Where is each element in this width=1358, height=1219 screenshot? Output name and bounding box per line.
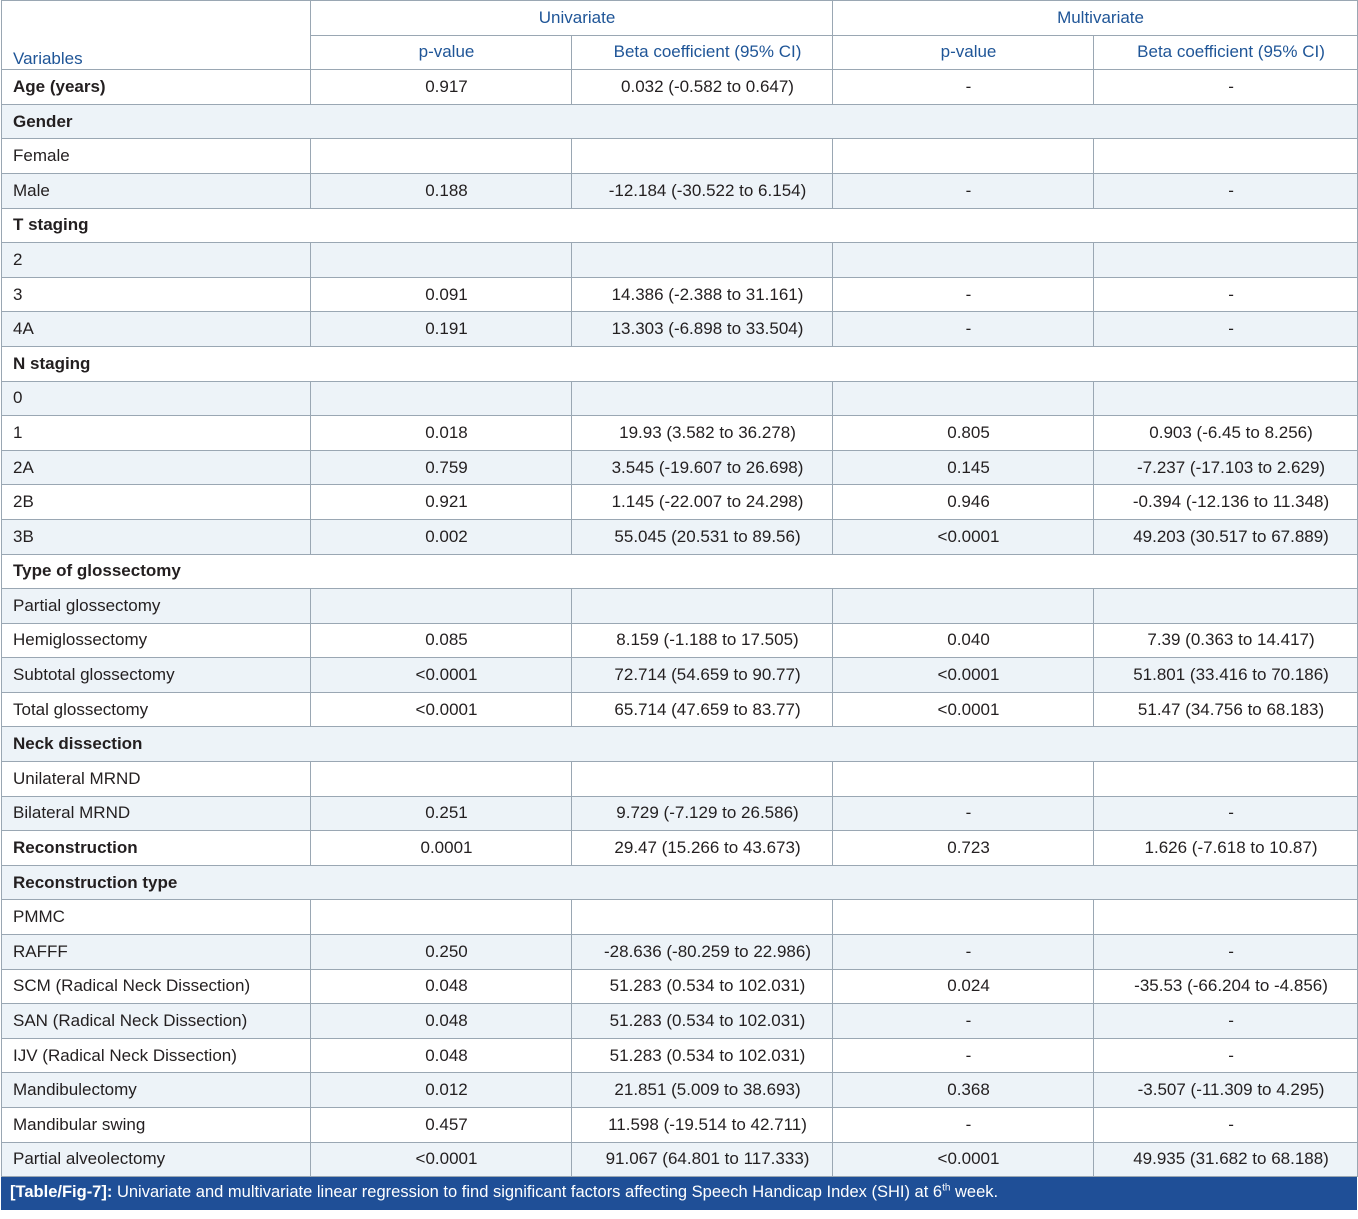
- header-row-groups: [2, 1, 1358, 36]
- variable-cell: Mandibulectomy: [2, 1073, 311, 1108]
- multivariate-beta-cell: -: [1094, 1108, 1358, 1143]
- univariate-pvalue-cell: <0.0001: [311, 658, 572, 693]
- multivariate-beta-cell: [1094, 243, 1358, 278]
- univariate-pvalue-cell: 0.251: [311, 796, 572, 831]
- multivariate-beta-cell: -: [1094, 1004, 1358, 1039]
- variable-cell: Subtotal glossectomy: [2, 658, 311, 693]
- multivariate-pvalue-cell: 0.368: [833, 1073, 1094, 1108]
- table-row: [2, 70, 1358, 105]
- multivariate-pvalue-cell: <0.0001: [833, 519, 1094, 554]
- header-variables: Variables: [2, 1, 311, 70]
- univariate-pvalue-cell: 0.0001: [311, 831, 572, 866]
- table-section-row: [2, 104, 1358, 139]
- univariate-pvalue-cell: 0.048: [311, 1038, 572, 1073]
- multivariate-pvalue-cell: -: [833, 796, 1094, 831]
- univariate-pvalue-cell: 0.921: [311, 485, 572, 520]
- table-row: [2, 762, 1358, 797]
- multivariate-pvalue-cell: [833, 589, 1094, 624]
- variable-cell: Unilateral MRND: [2, 762, 311, 797]
- caption-text-end: week.: [950, 1183, 999, 1202]
- multivariate-beta-cell: 1.626 (-7.618 to 10.87): [1094, 831, 1358, 866]
- variable-cell: RAFFF: [2, 935, 311, 970]
- header-univariate-beta: Beta coefficient (95% CI): [572, 35, 833, 70]
- table-row: [2, 450, 1358, 485]
- univariate-pvalue-cell: [311, 381, 572, 416]
- variable-cell: 4A: [2, 312, 311, 347]
- multivariate-pvalue-cell: -: [833, 1108, 1094, 1143]
- multivariate-beta-cell: -35.53 (-66.204 to -4.856): [1094, 969, 1358, 1004]
- univariate-pvalue-cell: <0.0001: [311, 1142, 572, 1177]
- multivariate-pvalue-cell: 0.024: [833, 969, 1094, 1004]
- variable-cell: Bilateral MRND: [2, 796, 311, 831]
- table-body: [2, 70, 1358, 1177]
- univariate-pvalue-cell: 0.002: [311, 519, 572, 554]
- univariate-beta-cell: 51.283 (0.534 to 102.031): [572, 1038, 833, 1073]
- univariate-beta-cell: [572, 243, 833, 278]
- regression-table: [1, 0, 1358, 1177]
- univariate-pvalue-cell: 0.457: [311, 1108, 572, 1143]
- univariate-beta-cell: -12.184 (-30.522 to 6.154): [572, 173, 833, 208]
- caption-superscript: th: [942, 1182, 951, 1194]
- table-section-row: [2, 554, 1358, 589]
- table-row: [2, 796, 1358, 831]
- univariate-pvalue-cell: 0.048: [311, 969, 572, 1004]
- univariate-pvalue-cell: [311, 589, 572, 624]
- variable-cell: SCM (Radical Neck Dissection): [2, 969, 311, 1004]
- univariate-pvalue-cell: 0.085: [311, 623, 572, 658]
- multivariate-pvalue-cell: <0.0001: [833, 658, 1094, 693]
- univariate-pvalue-cell: 0.759: [311, 450, 572, 485]
- multivariate-beta-cell: 51.801 (33.416 to 70.186): [1094, 658, 1358, 693]
- multivariate-pvalue-cell: <0.0001: [833, 1142, 1094, 1177]
- multivariate-pvalue-cell: 0.145: [833, 450, 1094, 485]
- table-row: [2, 658, 1358, 693]
- univariate-beta-cell: -28.636 (-80.259 to 22.986): [572, 935, 833, 970]
- univariate-pvalue-cell: [311, 139, 572, 174]
- univariate-pvalue-cell: [311, 900, 572, 935]
- variable-cell: Male: [2, 173, 311, 208]
- table-section-row: [2, 208, 1358, 243]
- table-row: [2, 277, 1358, 312]
- table-row: [2, 1004, 1358, 1039]
- variable-cell: Reconstruction: [2, 831, 311, 866]
- table-row: [2, 243, 1358, 278]
- table-figure: [1, 0, 1357, 1210]
- multivariate-pvalue-cell: [833, 243, 1094, 278]
- multivariate-beta-cell: -: [1094, 1038, 1358, 1073]
- univariate-beta-cell: 55.045 (20.531 to 89.56): [572, 519, 833, 554]
- multivariate-pvalue-cell: -: [833, 312, 1094, 347]
- caption-tag: [Table/Fig-7]:: [10, 1183, 113, 1202]
- univariate-beta-cell: 51.283 (0.534 to 102.031): [572, 969, 833, 1004]
- header-multivariate-pvalue: p-value: [833, 35, 1094, 70]
- section-label: T staging: [2, 208, 1358, 243]
- univariate-pvalue-cell: 0.250: [311, 935, 572, 970]
- multivariate-beta-cell: -: [1094, 312, 1358, 347]
- multivariate-beta-cell: 49.935 (31.682 to 68.188): [1094, 1142, 1358, 1177]
- multivariate-beta-cell: 49.203 (30.517 to 67.889): [1094, 519, 1358, 554]
- univariate-beta-cell: [572, 381, 833, 416]
- table-row: [2, 139, 1358, 174]
- univariate-pvalue-cell: 0.048: [311, 1004, 572, 1039]
- header-univariate: Univariate: [311, 1, 833, 36]
- multivariate-beta-cell: 0.903 (-6.45 to 8.256): [1094, 416, 1358, 451]
- multivariate-beta-cell: -: [1094, 277, 1358, 312]
- variable-cell: 0: [2, 381, 311, 416]
- univariate-pvalue-cell: 0.191: [311, 312, 572, 347]
- variable-cell: 3: [2, 277, 311, 312]
- multivariate-beta-cell: -7.237 (-17.103 to 2.629): [1094, 450, 1358, 485]
- table-section-row: [2, 865, 1358, 900]
- univariate-pvalue-cell: [311, 762, 572, 797]
- multivariate-pvalue-cell: -: [833, 935, 1094, 970]
- multivariate-beta-cell: -0.394 (-12.136 to 11.348): [1094, 485, 1358, 520]
- variable-cell: 1: [2, 416, 311, 451]
- univariate-beta-cell: 11.598 (-19.514 to 42.711): [572, 1108, 833, 1143]
- header-multivariate-beta: Beta coefficient (95% CI): [1094, 35, 1358, 70]
- table-row: [2, 831, 1358, 866]
- univariate-beta-cell: 29.47 (15.266 to 43.673): [572, 831, 833, 866]
- univariate-pvalue-cell: 0.091: [311, 277, 572, 312]
- univariate-beta-cell: 13.303 (-6.898 to 33.504): [572, 312, 833, 347]
- univariate-beta-cell: 9.729 (-7.129 to 26.586): [572, 796, 833, 831]
- table-row: [2, 1073, 1358, 1108]
- univariate-pvalue-cell: 0.012: [311, 1073, 572, 1108]
- univariate-beta-cell: 8.159 (-1.188 to 17.505): [572, 623, 833, 658]
- multivariate-pvalue-cell: -: [833, 70, 1094, 105]
- table-row: [2, 1108, 1358, 1143]
- multivariate-beta-cell: 51.47 (34.756 to 68.183): [1094, 692, 1358, 727]
- multivariate-beta-cell: [1094, 900, 1358, 935]
- univariate-beta-cell: [572, 762, 833, 797]
- multivariate-beta-cell: -3.507 (-11.309 to 4.295): [1094, 1073, 1358, 1108]
- multivariate-beta-cell: 7.39 (0.363 to 14.417): [1094, 623, 1358, 658]
- multivariate-beta-cell: [1094, 762, 1358, 797]
- variable-cell: IJV (Radical Neck Dissection): [2, 1038, 311, 1073]
- table-row: [2, 416, 1358, 451]
- multivariate-pvalue-cell: [833, 381, 1094, 416]
- univariate-beta-cell: 91.067 (64.801 to 117.333): [572, 1142, 833, 1177]
- multivariate-pvalue-cell: -: [833, 173, 1094, 208]
- table-section-row: [2, 727, 1358, 762]
- univariate-beta-cell: [572, 589, 833, 624]
- table-row: [2, 969, 1358, 1004]
- univariate-pvalue-cell: [311, 243, 572, 278]
- variable-cell: SAN (Radical Neck Dissection): [2, 1004, 311, 1039]
- variable-cell: Mandibular swing: [2, 1108, 311, 1143]
- table-row: [2, 173, 1358, 208]
- variable-cell: Total glossectomy: [2, 692, 311, 727]
- variable-cell: Partial glossectomy: [2, 589, 311, 624]
- variable-cell: Female: [2, 139, 311, 174]
- univariate-pvalue-cell: 0.188: [311, 173, 572, 208]
- univariate-beta-cell: [572, 900, 833, 935]
- multivariate-pvalue-cell: [833, 762, 1094, 797]
- variable-cell: Age (years): [2, 70, 311, 105]
- multivariate-beta-cell: -: [1094, 935, 1358, 970]
- multivariate-beta-cell: -: [1094, 70, 1358, 105]
- table-row: [2, 900, 1358, 935]
- figure-caption: [1, 1177, 1357, 1210]
- multivariate-pvalue-cell: <0.0001: [833, 692, 1094, 727]
- multivariate-pvalue-cell: -: [833, 1038, 1094, 1073]
- multivariate-beta-cell: [1094, 381, 1358, 416]
- table-row: [2, 1038, 1358, 1073]
- caption-text: Univariate and multivariate linear regression to find significant factors affecting Speech Handicap Index (SHI) at 6: [112, 1183, 943, 1202]
- header-multivariate: Multivariate: [833, 1, 1358, 36]
- univariate-pvalue-cell: <0.0001: [311, 692, 572, 727]
- section-label: Reconstruction type: [2, 865, 1358, 900]
- table-row: [2, 312, 1358, 347]
- multivariate-pvalue-cell: [833, 900, 1094, 935]
- multivariate-pvalue-cell: -: [833, 277, 1094, 312]
- univariate-pvalue-cell: 0.917: [311, 70, 572, 105]
- multivariate-beta-cell: -: [1094, 796, 1358, 831]
- table-row: [2, 692, 1358, 727]
- table-row: [2, 935, 1358, 970]
- multivariate-beta-cell: [1094, 589, 1358, 624]
- header-univariate-pvalue: p-value: [311, 35, 572, 70]
- univariate-beta-cell: 65.714 (47.659 to 83.77): [572, 692, 833, 727]
- table-section-row: [2, 346, 1358, 381]
- multivariate-pvalue-cell: 0.946: [833, 485, 1094, 520]
- multivariate-pvalue-cell: -: [833, 1004, 1094, 1039]
- multivariate-beta-cell: -: [1094, 173, 1358, 208]
- univariate-beta-cell: 3.545 (-19.607 to 26.698): [572, 450, 833, 485]
- table-row: [2, 519, 1358, 554]
- univariate-beta-cell: 0.032 (-0.582 to 0.647): [572, 70, 833, 105]
- table-row: [2, 623, 1358, 658]
- variable-cell: 2B: [2, 485, 311, 520]
- univariate-beta-cell: 1.145 (-22.007 to 24.298): [572, 485, 833, 520]
- table-row: [2, 589, 1358, 624]
- univariate-beta-cell: 19.93 (3.582 to 36.278): [572, 416, 833, 451]
- variable-cell: PMMC: [2, 900, 311, 935]
- univariate-beta-cell: [572, 139, 833, 174]
- table-row: [2, 485, 1358, 520]
- section-label: Neck dissection: [2, 727, 1358, 762]
- multivariate-pvalue-cell: 0.040: [833, 623, 1094, 658]
- multivariate-pvalue-cell: [833, 139, 1094, 174]
- variable-cell: 2A: [2, 450, 311, 485]
- variable-cell: 3B: [2, 519, 311, 554]
- univariate-pvalue-cell: 0.018: [311, 416, 572, 451]
- multivariate-beta-cell: [1094, 139, 1358, 174]
- section-label: Gender: [2, 104, 1358, 139]
- univariate-beta-cell: 21.851 (5.009 to 38.693): [572, 1073, 833, 1108]
- table-row: [2, 1142, 1358, 1177]
- univariate-beta-cell: 51.283 (0.534 to 102.031): [572, 1004, 833, 1039]
- variable-cell: Partial alveolectomy: [2, 1142, 311, 1177]
- multivariate-pvalue-cell: 0.723: [833, 831, 1094, 866]
- section-label: Type of glossectomy: [2, 554, 1358, 589]
- section-label: N staging: [2, 346, 1358, 381]
- multivariate-pvalue-cell: 0.805: [833, 416, 1094, 451]
- variable-cell: Hemiglossectomy: [2, 623, 311, 658]
- univariate-beta-cell: 72.714 (54.659 to 90.77): [572, 658, 833, 693]
- univariate-beta-cell: 14.386 (-2.388 to 31.161): [572, 277, 833, 312]
- table-row: [2, 381, 1358, 416]
- variable-cell: 2: [2, 243, 311, 278]
